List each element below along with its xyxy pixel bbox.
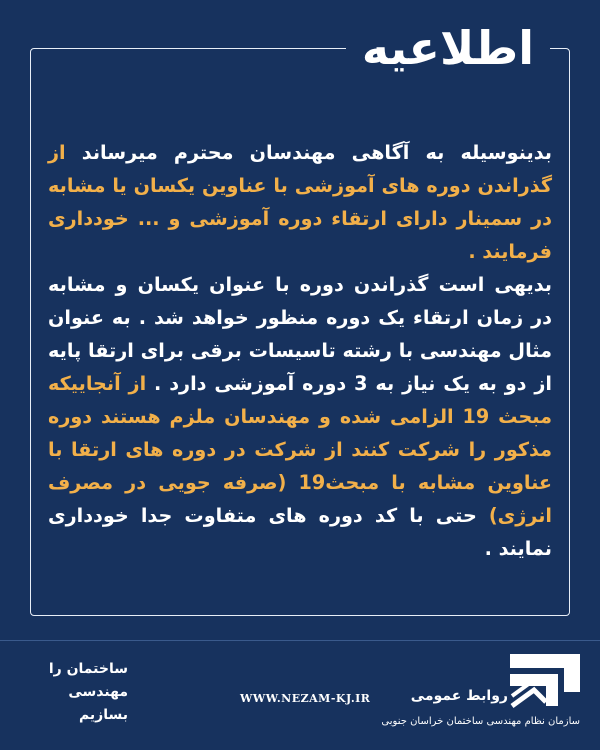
slogan-line: مهندسی (68, 684, 128, 700)
body-text-highlight-1: از گذراندن دوره های آموزشی با عناوین یکسان یا مشابه در سمینار دارای ارتقاء دوره آموزشی و ... خودداری فرمایند . (48, 141, 552, 263)
website-url: WWW.NEZAM-KJ.IR (240, 692, 371, 705)
body-text-closing: حتی با کد دوره های متفاوت جدا خودداری نمایند . (48, 504, 552, 560)
organization-logo-icon (506, 650, 584, 710)
paragraph-2 (48, 268, 552, 565)
slogan (28, 658, 128, 727)
slogan-line: بسازیم (78, 707, 128, 723)
title-container (346, 18, 550, 78)
footer-divider (0, 640, 600, 641)
body-text-highlight-2: از آنجاییکه مبحث 19 الزامی شده و مهندسان ملزم هستند دوره مذکور را شرکت کنند از شرکت در دوره های ارتقا با عناوین مشابه با مبحث19 (صرفه جویی در مصرف انرژی) (48, 372, 553, 527)
slogan-line: ساختمان را (48, 661, 128, 677)
organization-name: سازمان نظام مهندسی ساختمان خراسان جنوبی (381, 716, 580, 727)
paragraph-1 (48, 136, 552, 268)
announcement-body (48, 136, 552, 565)
body-text-intro: بدینوسیله به آگاهی مهندسان محترم میرساند (65, 141, 552, 164)
announcement-title: اطلاعیه (361, 21, 534, 75)
body-text-explanation: بدیهی است گذراندن دوره با عنوان یکسان و مشابه در زمان ارتقاء یک دوره منظور خواهد شد . به عنوان مثال مهندسی با رشته تاسیسات برقی برای ارتقا پایه از دو به یک نیاز به 3 دوره آموزشی دارد . (48, 273, 552, 395)
public-relations-label: روابط عمومی (410, 688, 508, 704)
